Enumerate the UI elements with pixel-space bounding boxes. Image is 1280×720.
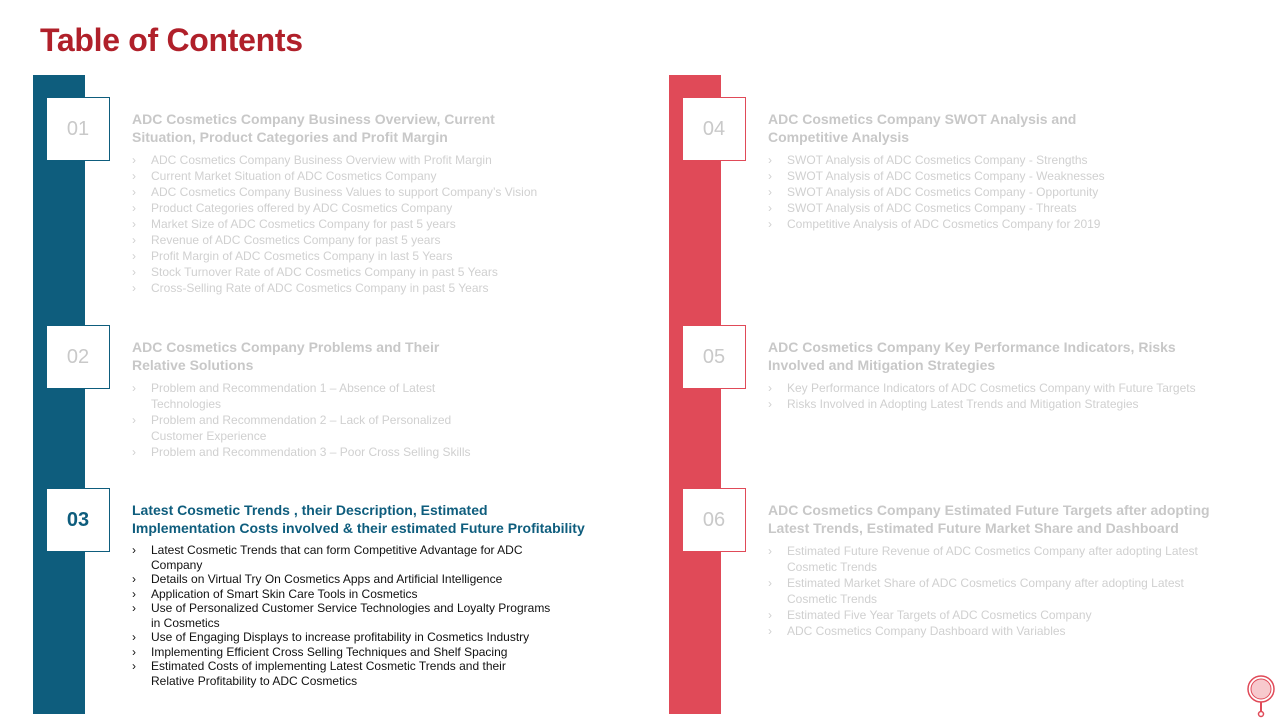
toc-section-04[interactable] [768,110,1248,232]
section-number: 04 [682,97,746,161]
chevron-right-icon: › [768,169,772,183]
section-title: ADC Cosmetics Company Key Performance Indicators, Risks Involved and Mitigation Strategies [768,339,1176,373]
chevron-right-icon: › [132,543,136,557]
chevron-right-icon: › [132,265,136,279]
chevron-right-icon: › [768,185,772,199]
chevron-right-icon: › [132,153,136,167]
toc-section-06[interactable] [768,501,1258,639]
list-item: › Product Categories offered by ADC Cosmetics Company [132,201,453,215]
list-item: › SWOT Analysis of ADC Cosmetics Company - Strengths [768,153,1088,167]
list-item: › ADC Cosmetics Company Dashboard with Variables [768,624,1066,638]
list-item: › Problem and Recommendation 3 – Poor Cross Selling Skills [132,445,471,459]
section-number-box[interactable] [46,97,110,161]
right-accent-bar [669,75,721,714]
list-item: › Problem and Recommendation 2 – Lack of Personalized Customer Experience [132,413,452,443]
list-item: › Estimated Costs of implementing Latest Cosmetic Trends and their Relative Profitability to ADC Cosmetics [132,659,506,688]
section-number: 06 [682,488,746,552]
chevron-right-icon: › [132,659,136,673]
chevron-right-icon: › [132,572,136,586]
chevron-right-icon: › [768,608,772,622]
chevron-right-icon: › [132,381,136,395]
list-item: › Risks Involved in Adopting Latest Trends and Mitigation Strategies [768,397,1139,411]
list-item: › Problem and Recommendation 1 – Absence of Latest Technologies [132,381,436,411]
section-item-list [132,543,552,688]
section-number-box[interactable] [682,325,746,389]
list-item: › Estimated Market Share of ADC Cosmetics Company after adopting Latest Cosmetic Trends [768,576,1184,606]
page-title: Table of Contents [40,22,303,58]
section-number-box[interactable] [682,488,746,552]
section-number-box-active[interactable] [46,488,110,552]
list-item: › Implementing Efficient Cross Selling Techniques and Shelf Spacing [132,644,508,659]
list-item: › Profit Margin of ADC Cosmetics Company in last 5 Years [132,249,453,263]
chevron-right-icon: › [132,201,136,215]
list-item: › Market Size of ADC Cosmetics Company for past 5 years [132,217,456,231]
section-title: Latest Cosmetic Trends , their Description, Estimated Implementation Costs involved & their estimated Future Profitability [132,502,585,536]
list-item: › Use of Personalized Customer Service Technologies and Loyalty Programs in Cosmetics [132,601,551,630]
section-item-list [768,152,1248,232]
chevron-right-icon: › [132,601,136,615]
chevron-right-icon: › [768,153,772,167]
chevron-right-icon: › [768,624,772,638]
section-number: 02 [46,325,110,389]
section-number: 01 [46,97,110,161]
section-title: ADC Cosmetics Company SWOT Analysis and Competitive Analysis [768,111,1077,145]
chevron-right-icon: › [132,185,136,199]
list-item: › Current Market Situation of ADC Cosmetics Company [132,169,437,183]
chevron-right-icon: › [768,576,772,590]
chevron-right-icon: › [768,544,772,558]
section-title: ADC Cosmetics Company Problems and Their Relative Solutions [132,339,440,373]
section-item-list [132,152,632,296]
section-title: ADC Cosmetics Company Business Overview, Current Situation, Product Categories and Profit Margin [132,111,495,145]
list-item: › Estimated Five Year Targets of ADC Cosmetics Company [768,608,1092,622]
chevron-right-icon: › [132,281,136,295]
section-title: ADC Cosmetics Company Estimated Future Targets after adopting Latest Trends, Estimated Future Market Share and Dashboard [768,502,1210,536]
list-item: › Revenue of ADC Cosmetics Company for past 5 years [132,233,441,247]
chevron-right-icon: › [132,445,136,459]
list-item: › ADC Cosmetics Company Business Overview with Profit Margin [132,153,492,167]
chevron-right-icon: › [768,217,772,231]
chevron-right-icon: › [132,586,136,601]
section-number-box[interactable] [682,97,746,161]
section-item-list [132,380,492,460]
list-item: › Details on Virtual Try On Cosmetics Apps and Artificial Intelligence [132,572,503,586]
mirror-logo-icon [1246,674,1276,718]
chevron-right-icon: › [768,201,772,215]
list-item: › SWOT Analysis of ADC Cosmetics Company - Opportunity [768,185,1099,199]
section-item-list [768,380,1258,412]
list-item: › SWOT Analysis of ADC Cosmetics Company - Threats [768,201,1077,215]
list-item: › Latest Cosmetic Trends that can form Competitive Advantage for ADC Company [132,543,523,572]
section-number-box[interactable] [46,325,110,389]
toc-section-02[interactable] [132,338,492,460]
list-item: › SWOT Analysis of ADC Cosmetics Company - Weaknesses [768,169,1105,183]
section-number: 03 [46,488,110,552]
section-number: 05 [682,325,746,389]
chevron-right-icon: › [132,413,136,427]
chevron-right-icon: › [132,217,136,231]
toc-section-01[interactable] [132,110,632,296]
list-item: › Key Performance Indicators of ADC Cosmetics Company with Future Targets [768,381,1196,395]
list-item: › Cross-Selling Rate of ADC Cosmetics Company in past 5 Years [132,281,489,295]
list-item: › Estimated Future Revenue of ADC Cosmetics Company after adopting Latest Cosmetic Trends [768,544,1198,574]
list-item: › Use of Engaging Displays to increase profitability in Cosmetics Industry [132,630,530,644]
chevron-right-icon: › [132,169,136,183]
list-item: › Competitive Analysis of ADC Cosmetics Company for 2019 [768,217,1101,231]
chevron-right-icon: › [132,249,136,263]
section-item-list [768,543,1198,639]
toc-section-03[interactable] [132,501,612,688]
toc-section-05[interactable] [768,338,1258,412]
chevron-right-icon: › [132,630,136,644]
list-item: › Stock Turnover Rate of ADC Cosmetics Company in past 5 Years [132,265,498,279]
chevron-right-icon: › [132,233,136,247]
list-item: › Application of Smart Skin Care Tools in Cosmetics [132,586,418,601]
chevron-right-icon: › [132,644,136,659]
left-accent-bar [33,75,85,714]
chevron-right-icon: › [768,397,772,411]
chevron-right-icon: › [768,381,772,395]
list-item: › ADC Cosmetics Company Business Values to support Company’s Vision [132,185,538,199]
